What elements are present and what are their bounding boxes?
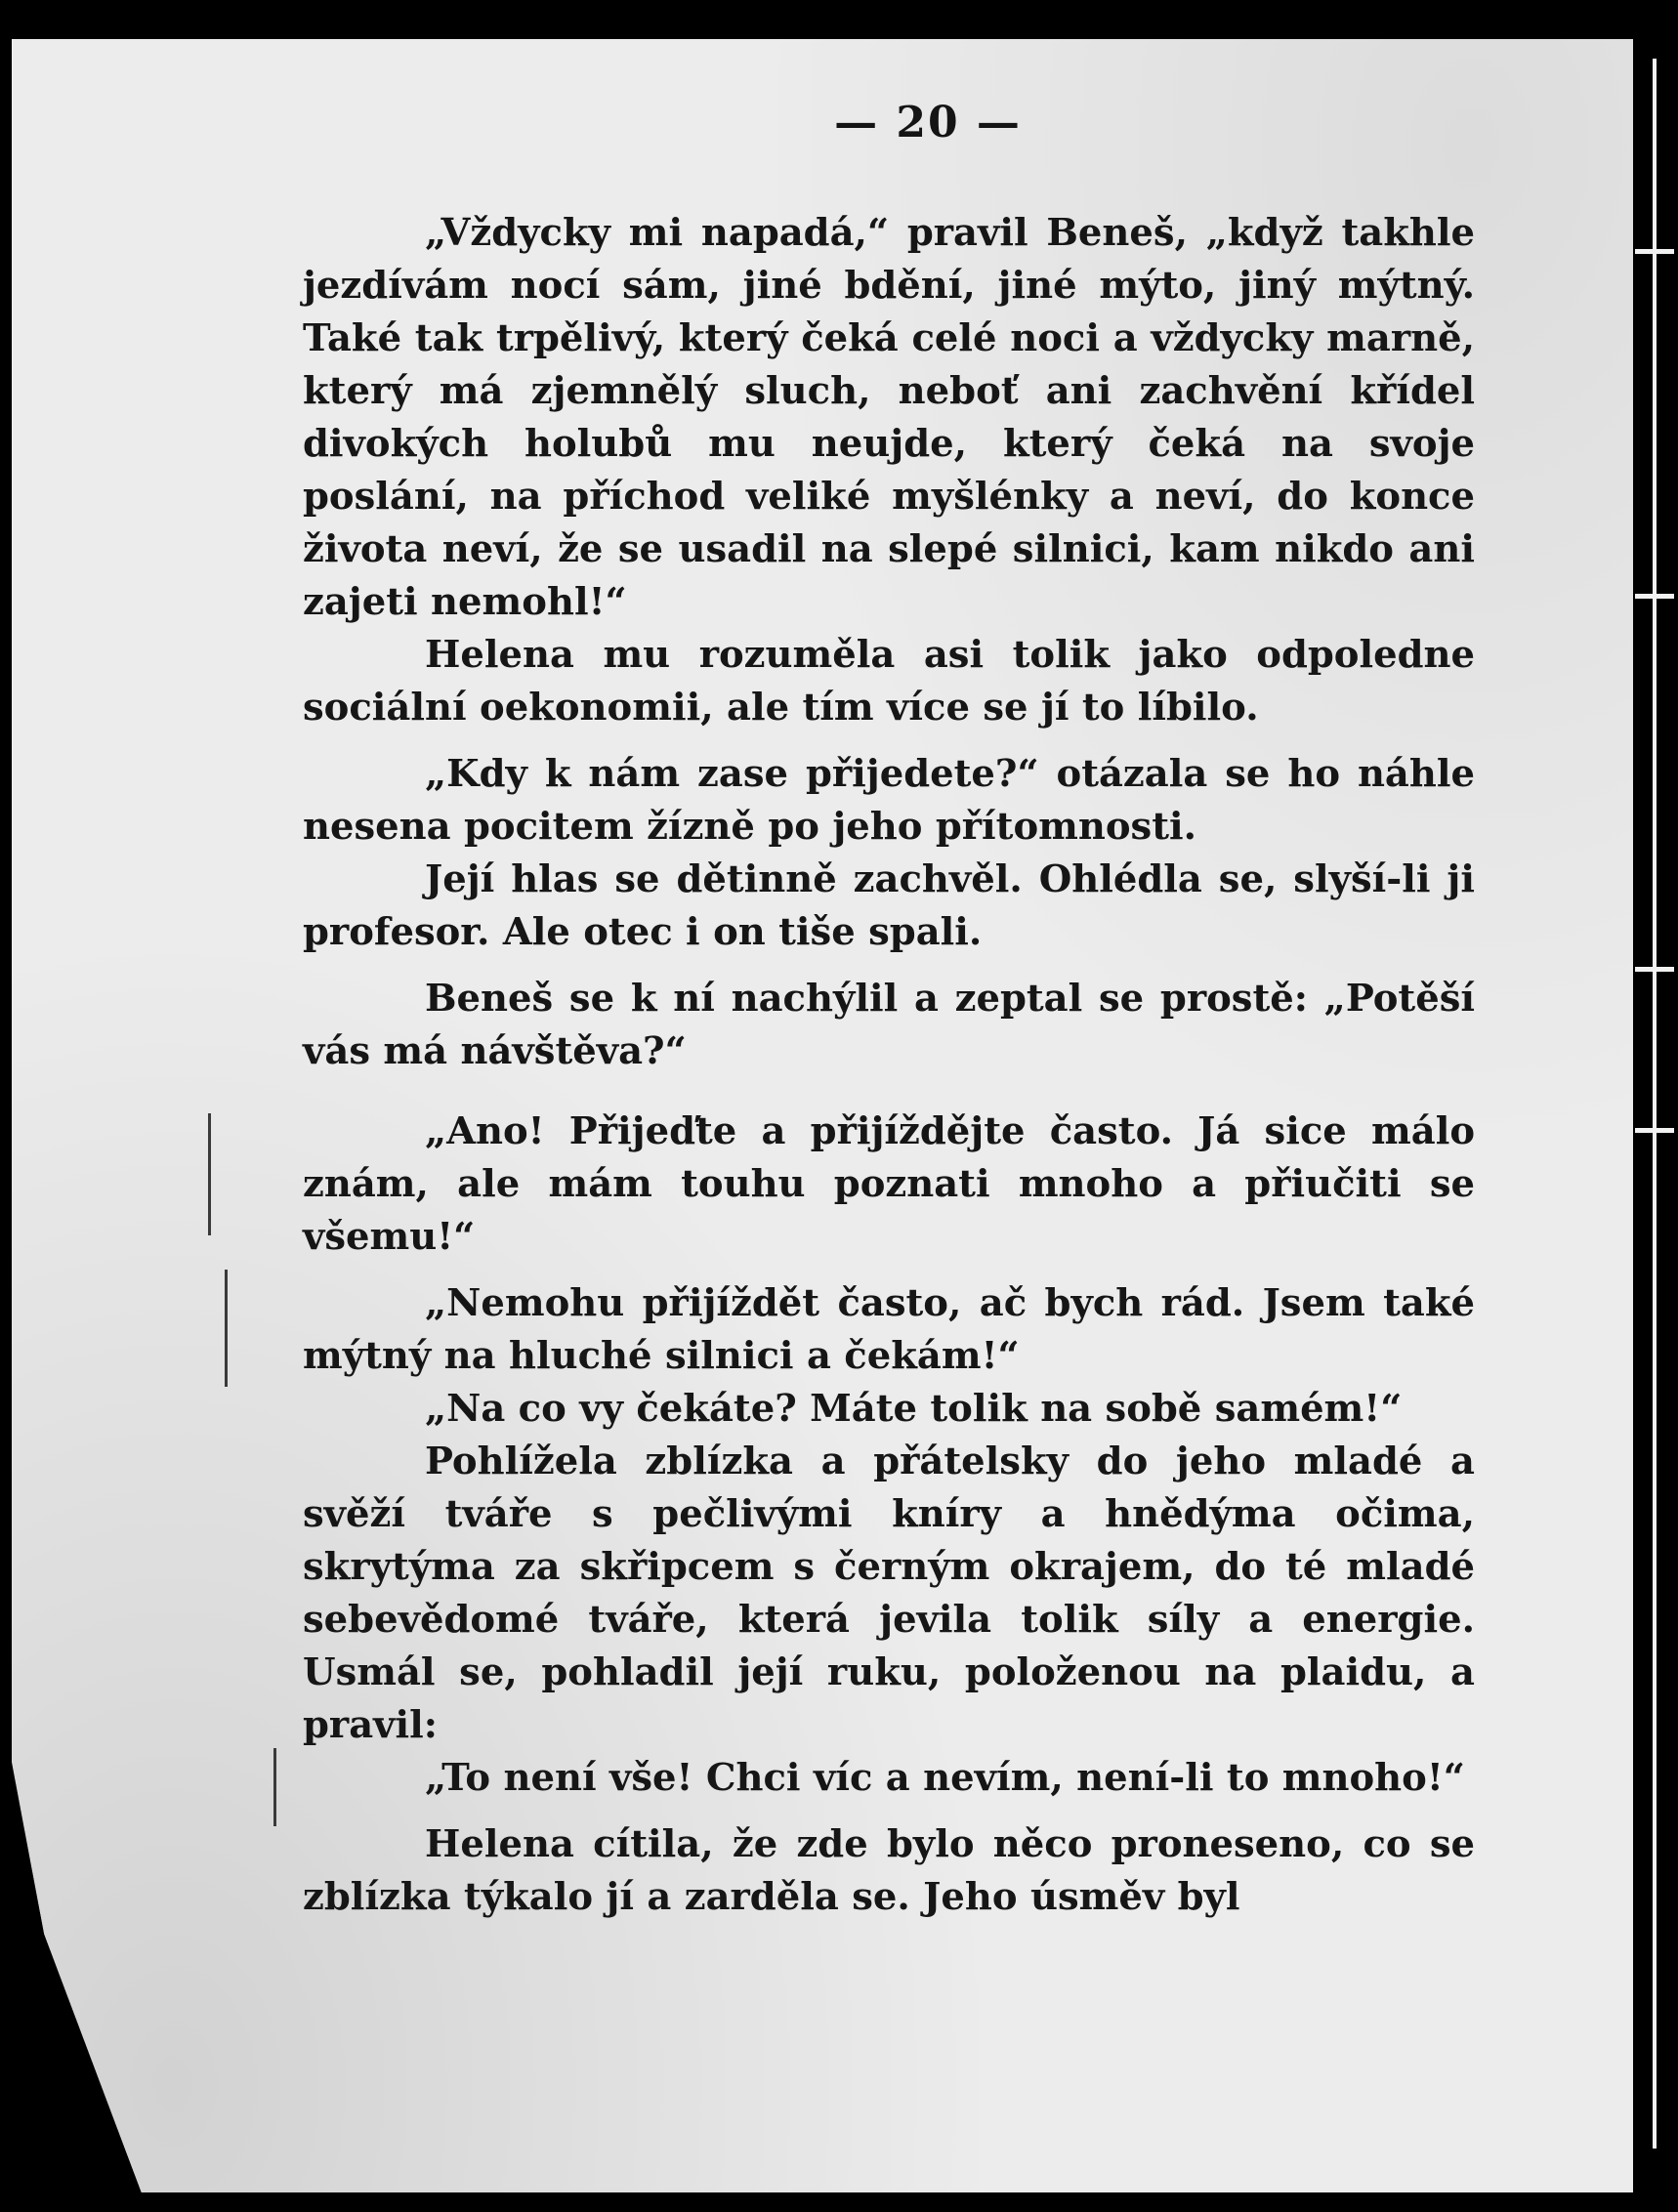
margin-pencil-mark: [273, 1748, 276, 1826]
paragraph: „Na co vy čekáte? Máte tolik na sobě samém!“: [425, 1387, 1403, 1431]
stitch-mark: [1635, 1128, 1674, 1133]
paragraph: „Kdy k nám zase přijedete?“ otázala se ho náhle nesena pocitem žízně po jeho přítomnosti.: [303, 752, 1475, 849]
paragraph: Helena cítila, že zde bylo něco proneseno, co se zblízka týkalo jí a zarděla se. Jeho úsměv byl: [303, 1822, 1475, 1919]
body-text: [303, 207, 1475, 1924]
paragraph: Helena mu rozuměla asi tolik jako odpoledne sociální oekonomii, ale tím více se jí to líbilo.: [303, 633, 1475, 730]
stitch-mark: [1635, 967, 1674, 972]
paragraph: Její hlas se dětinně zachvěl. Ohlédla se, slyší-li ji profesor. Ale otec i on tiše spali.: [303, 857, 1475, 954]
margin-pencil-mark: [208, 1113, 211, 1235]
margin-pencil-mark: [225, 1270, 228, 1387]
stitch-mark: [1635, 594, 1674, 599]
paragraph: Beneš se k ní nachýlil a zeptal se prostě: „Potěší vás má návštěva?“: [303, 977, 1475, 1073]
paragraph: „Vždycky mi napadá,“ pravil Beneš, „když takhle jezdívám nocí sám, jiné bdění, jiné mýto, jiný mýtný. Také tak trpělivý, který čeká celé noci a vždycky marně, který má zjemnělý sluch, neboť ani zachvění křídel divokých holubů mu neujde, který čeká na svoje poslání, na příchod veliké myšlénky a neví, do konce života neví, že se usadil na slepé silnici, kam nikdo ani zajeti nemohl!“: [303, 211, 1475, 624]
binding-thread: [1653, 59, 1657, 2149]
paragraph: „To není vše! Chci víc a nevím, není-li to mnoho!“: [425, 1756, 1465, 1800]
paragraph: „Nemohu přijíždět často, ač bych rád. Jsem také mýtný na hluché silnici a čekám!“: [303, 1281, 1475, 1378]
paragraph: „Ano! Přijeďte a přijíždějte často. Já sice málo znám, ale mám touhu poznati mnoho a přiučiti se všemu!“: [303, 1109, 1475, 1259]
stitch-mark: [1635, 249, 1674, 254]
page-number: — 20 —: [834, 98, 1022, 147]
paragraph: Pohlížela zblízka a přátelsky do jeho mladé a svěží tváře s pečlivými kníry a hnědýma očima, skrytýma za skřipcem s černým okrajem, do té mladé sebevědomé tváře, která jevila tolik síly a energie. Usmál se, pohladil její ruku, položenou na plaidu, a pravil:: [303, 1440, 1475, 1747]
